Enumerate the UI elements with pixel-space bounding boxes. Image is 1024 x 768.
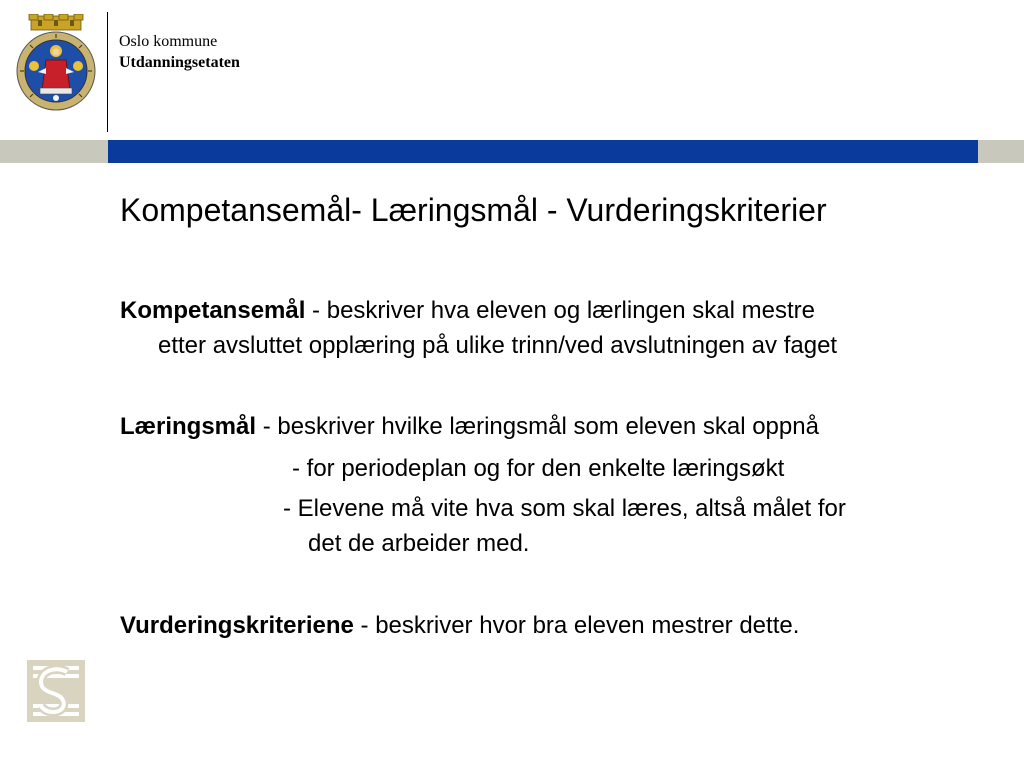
slide-title: Kompetansemål- Læringsmål - Vurderingskriterier: [120, 192, 827, 228]
header-band-blue: [108, 140, 978, 163]
sub-item-elevene: [283, 491, 846, 561]
paragraph-vurderingskriteriene: [120, 608, 799, 643]
p1-line1-text: - beskriver hva eleven og lærlingen skal mestre: [305, 297, 815, 324]
paragraph-kompetansemal: [120, 293, 837, 363]
p2-text: - beskriver hvilke læringsmål som eleven skal oppnå: [256, 413, 819, 440]
paragraph-laeringsmal: [120, 409, 819, 444]
p5-text: - beskriver hvor bra eleven mestrer dette.: [353, 612, 800, 639]
header-divider: [107, 12, 108, 132]
p4-line2-text: det de arbeider med.: [308, 530, 530, 557]
term-laeringsmal: Læringsmål: [120, 413, 257, 440]
org-name-text: Oslo kommune: [119, 33, 218, 50]
organization-name: [119, 31, 240, 73]
department-name-text: Utdanningsetaten: [119, 54, 240, 71]
oslo-city-seal-icon: [16, 14, 96, 112]
p1-line2-text: etter avsluttet opplæring på ulike trinn/ved avslutningen av faget: [158, 332, 838, 359]
term-vurderingskriteriene: Vurderingskriteriene: [120, 612, 354, 639]
p4-line1-text: - Elevene må vite hva som skal læres, altså målet for: [283, 495, 846, 522]
sub-item-periodeplan: - for periodeplan og for den enkelte læringsøkt: [292, 455, 785, 482]
header-band: [0, 140, 1024, 163]
term-kompetansemal: Kompetansemål: [120, 297, 306, 324]
oslo-logo-mark-icon: [27, 660, 85, 722]
